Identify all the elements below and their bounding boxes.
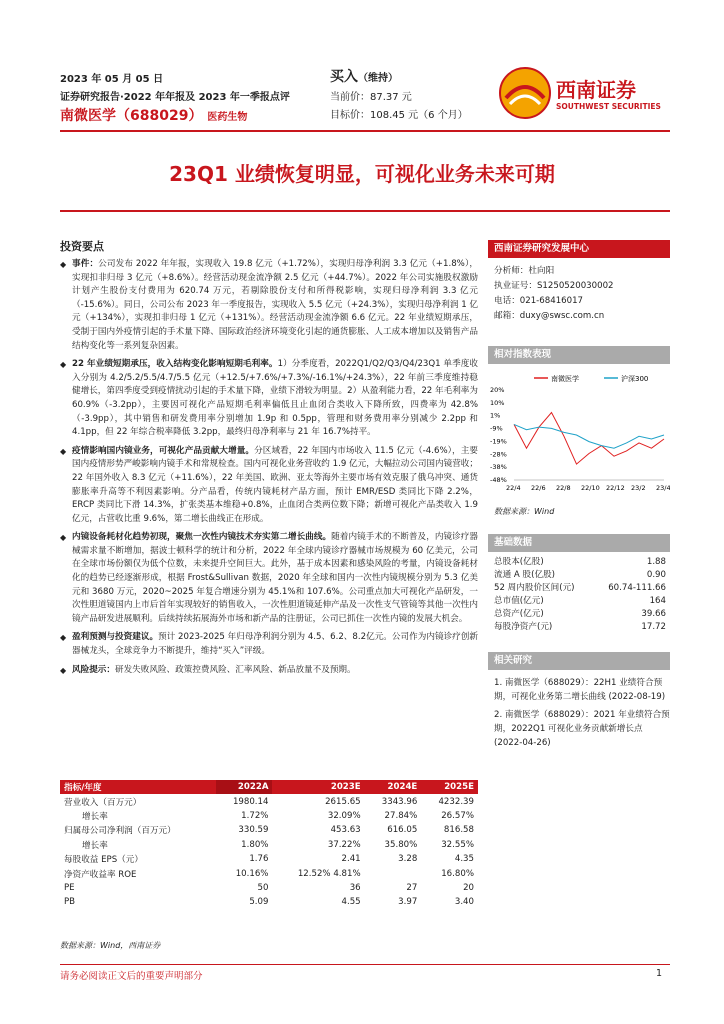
disclaimer: 请务必阅读正文后的重要声明部分 xyxy=(60,971,203,982)
table-source: 数据来源：Wind，西南证券 xyxy=(60,941,161,950)
table-row xyxy=(60,809,478,823)
row-value: 12.52% 4.81% xyxy=(297,868,361,879)
x-tick-label: 23/4 xyxy=(656,484,670,492)
email: 邮箱：duxy@swsc.com.cn xyxy=(494,311,605,321)
row-value: 3.28 xyxy=(398,854,418,865)
basic-key: 流通 A 股(亿股) xyxy=(494,570,556,580)
row-value: 37.22% xyxy=(327,839,361,850)
para-bold: 疫情影响国内镜业务，可视化产品贡献大增量。 xyxy=(72,445,255,456)
table-row xyxy=(60,895,478,909)
current-price: 当前价：87.37 元 xyxy=(330,92,412,103)
license: 执业证号：S1250520030002 xyxy=(494,281,614,291)
basic-key: 总市值(亿元) xyxy=(494,596,544,606)
header-cell: 2025E xyxy=(421,780,478,794)
para-bold: 风险提示： xyxy=(72,664,115,675)
headline: 23Q1 业绩恢复明显，可视化业务未来可期 xyxy=(169,162,555,186)
para-text: 1）分季度看，2022Q1/Q2/Q3/Q4/23Q1 单季度收入分别为 4.2/5.2/5.5/4.7/5.5 亿元（+12.5/+7.6%/+7.3%/-16.1%/+24.3%），22 年前三季度维持稳健增长，第四季度受到疫情扰动引起的手术量下降，业绩下滑较为明显。2）从盈利能力看，22 年毛利率为 60.9%（-3.2pp），主要因可视化产品短期毛利率偏低且止血闭合类收入下降所致，四费率为 42.8%（-3.9pp），其中销售和研发费用率分别增加 1.9p 和 0.5pp，管理和财务费用率分别减少 2.2pp 和 4.1pp，但 22 年综合税率降低 3.2pp，最终归母净利率与 21 年 16.7%持平。 xyxy=(72,359,479,438)
para-text: 研发失败风险、政策控费风险、汇率风险、新品放量不及预期。 xyxy=(114,664,356,675)
row-value: 27 xyxy=(406,882,418,893)
x-tick-label: 22/12 xyxy=(606,484,625,492)
row-label: PE xyxy=(64,882,75,893)
row-value: 27.84% xyxy=(384,810,418,821)
analyst: 分析师：杜向阳 xyxy=(494,266,555,276)
basic-val: 164 xyxy=(649,596,666,606)
y-tick-label: -38% xyxy=(490,463,507,472)
y-tick-label: -28% xyxy=(490,450,507,459)
table-row xyxy=(60,852,478,866)
row-label: 净资产收益率 ROE xyxy=(64,869,137,880)
header-cell: 指标/年度 xyxy=(60,780,216,794)
company-logo xyxy=(498,64,670,124)
legend-b: 沪深300 xyxy=(621,375,649,383)
trend-section xyxy=(488,346,670,364)
row-label: 营业收入（百万元） xyxy=(64,797,142,808)
row-value: 20 xyxy=(463,882,474,893)
logo-text: 西南证券 xyxy=(556,78,636,102)
rating-value: 买入 xyxy=(330,69,358,85)
table-row xyxy=(60,794,478,808)
table-row xyxy=(60,823,478,837)
para-trend xyxy=(60,531,478,626)
row-value: 2615.65 xyxy=(325,796,361,807)
basic-val: 39.66 xyxy=(641,609,666,619)
row-value: 816.58 xyxy=(443,825,474,836)
header-cell: 2023E xyxy=(272,780,364,794)
related-research xyxy=(488,652,670,750)
row-value: 616.05 xyxy=(387,825,418,836)
series-line-nanwei xyxy=(514,413,664,465)
basic-key: 52 周内股价区间(元) xyxy=(494,583,575,593)
x-tick-label: 22/10 xyxy=(581,484,600,492)
logo-en: SOUTHWEST SECURITIES xyxy=(556,102,661,111)
para-text: 随着内镜手术的不断普及，内镜诊疗器械需求量不断增加，据波士顿科学的统计和分析，2022 年全球内镜诊疗器械市场规模为 60 亿美元，公司在全球市场份额仅为低个位数，未来提升空间巨大。此外，基于成本因素和感染风险的考量，内镜设备耗材化的趋势已经逐渐形成，根据 Frost&Sullivan 数据，2020 年全球和国内一次性内镜规模分别为 5.3 亿美元和 3680 万元，2020~2025 年复合增速分别为 45.1%和 107.6%。公司重点加大可视化产品研发，一次性胆道镜国内上市后首年实现较好的销售收入，一次性胆道镜延伸产品及一次性支气管镜等其他一次性内镜产品研发进展顺利。后续持续拓展海外市场和新产品的注册证，公司已抓住一次性内镜的发展大机会。 xyxy=(72,532,478,624)
chart-svg xyxy=(488,368,670,498)
row-value: 35.80% xyxy=(384,839,418,850)
row-value: 4.55 xyxy=(341,897,361,908)
related-item[interactable]: 1. 南微医学（688029）：22H1 业绩符合预期，可视化业务第二增长曲线 (2022-08-19) xyxy=(494,678,666,702)
row-value: 32.09% xyxy=(327,810,361,821)
row-value: 1.76 xyxy=(249,854,269,865)
para-quarterly xyxy=(60,358,478,440)
relative-index-chart xyxy=(488,368,670,498)
para-bold: 盈利预测与投资建议。 xyxy=(72,632,159,643)
report-type: 证券研究报告·2022 年年报及 2023 年一季报点评 xyxy=(60,92,290,103)
row-value: 3343.96 xyxy=(381,796,418,807)
basic-data xyxy=(488,534,670,634)
x-tick-label: 22/6 xyxy=(531,484,546,492)
para-event xyxy=(60,258,478,353)
row-value: 16.80% xyxy=(441,868,474,879)
basic-key: 总资产(亿元) xyxy=(494,609,544,619)
row-label: 增长率 xyxy=(82,811,108,822)
row-label: 增长率 xyxy=(82,840,108,851)
row-value: 4.35 xyxy=(454,854,474,865)
key-points xyxy=(60,258,478,682)
series-line-hs300 xyxy=(514,424,664,448)
row-value: 1.72% xyxy=(241,810,269,821)
header-cell: 2024E xyxy=(365,780,422,794)
para-bold: 内镜设备耗材化趋势初现，聚焦一次性内镜技术夯实第二增长曲线。 xyxy=(72,532,332,543)
para-bold: 事件： xyxy=(72,259,99,269)
rating-note: （维持） xyxy=(358,73,398,84)
basic-val: 0.90 xyxy=(646,570,666,580)
x-tick-label: 22/4 xyxy=(506,484,521,492)
footer-divider xyxy=(60,964,670,965)
x-tick-label: 23/2 xyxy=(631,484,646,492)
row-value: 36 xyxy=(349,882,361,893)
basic-val: 60.74-111.66 xyxy=(608,583,666,593)
row-value: 32.55% xyxy=(441,839,474,850)
phone: 电话：021-68416017 xyxy=(494,296,584,306)
row-value: 3.97 xyxy=(398,897,418,908)
row-label: PB xyxy=(64,897,76,908)
table-row xyxy=(60,838,478,852)
related-title: 相关研究 xyxy=(488,652,670,670)
basic-data-title: 基础数据 xyxy=(488,534,670,552)
legend-a: 南微医学 xyxy=(551,375,579,383)
basic-row xyxy=(488,621,670,634)
row-value: 2.41 xyxy=(341,854,361,865)
page-number: 1 xyxy=(656,968,663,979)
company-label: 南微医学（688029） xyxy=(60,108,203,124)
y-tick-label: -9% xyxy=(490,424,503,433)
basic-val: 17.72 xyxy=(641,622,666,632)
para-text: 预计 2023-2025 年归母净利润分别为 4.5、6.2、8.2亿元。公司作为内镜诊疗创新器械龙头，全球竞争力不断提升，维持“买入”评级。 xyxy=(72,632,478,657)
row-value: 10.16% xyxy=(235,868,269,879)
row-value: 3.40 xyxy=(454,897,474,908)
target-price: 目标价：108.45 元（6 个月） xyxy=(330,110,468,121)
row-value: 453.63 xyxy=(330,825,361,836)
para-text: 公司发布 2022 年年报，实现收入 19.8 亿元（+1.72%），实现归母净利润 3.3 亿元（+1.8%），实现扣非归母 3 亿元（+8.6%）。经营活动现金流净额 2.5 亿元（+44.7%）。2022 年公司实施股权激励计划产生股份支付费用为 620.74 万元，若剔除股份支付和所得税影响，实现归母净利润 3.3 亿元（-15.6%）。同日，公司公布 2023 年一季度报告，实现收入 5.5 亿元（+24.3%），实现归母净利润 1 亿元（+134%），实现扣非归母 1 亿元（+131%）。经营活动现金流净额 6.6 亿元。22 年业绩短期承压，受制于国内外疫情引起的手术量下降、国际政治经济环境变化引起的通货膨胀、人工成本增加以及销售产品结构变化等一系列复杂因素。 xyxy=(72,259,478,351)
row-value xyxy=(365,866,422,880)
basic-key: 总股本(亿股) xyxy=(494,557,544,567)
basic-row xyxy=(488,608,670,621)
basic-row xyxy=(488,582,670,595)
company-name xyxy=(60,105,247,125)
x-tick-label: 22/8 xyxy=(556,484,571,492)
trend-title: 相对指数表现 xyxy=(488,346,670,364)
rating xyxy=(330,66,398,86)
table-header xyxy=(60,780,478,794)
y-tick-label: -19% xyxy=(490,437,507,446)
headline-divider xyxy=(60,210,670,212)
y-tick-label: 20% xyxy=(490,386,505,394)
para-forecast xyxy=(60,631,478,658)
basic-val: 1.88 xyxy=(646,557,666,567)
row-value: 5.09 xyxy=(249,897,269,908)
table-row xyxy=(60,881,478,895)
y-tick-label: -48% xyxy=(490,476,507,484)
research-center xyxy=(488,240,670,324)
basic-row xyxy=(488,556,670,569)
para-risk xyxy=(60,664,478,678)
table-row xyxy=(60,866,478,880)
row-value: 26.57% xyxy=(441,810,474,821)
para-bold: 22 年业绩短期承压，收入结构变化影响短期毛利率。 xyxy=(72,359,278,370)
basic-row xyxy=(488,569,670,582)
row-label: 每股收益 EPS（元） xyxy=(64,855,143,866)
y-tick-label: 10% xyxy=(490,398,505,407)
para-domestic xyxy=(60,445,478,527)
logo-emblem-icon xyxy=(498,66,552,120)
row-value: 1980.14 xyxy=(232,796,269,807)
related-item[interactable]: 2. 南微医学（688029）：2021 年业绩符合预期，2022Q1 可视化业务贡献新增长点 (2022-04-26) xyxy=(494,710,670,748)
basic-row xyxy=(488,595,670,608)
research-center-title: 西南证券研究发展中心 xyxy=(488,240,670,258)
para-text: 分区域看，22 年国内市场收入 11.5 亿元（-4.6%），主要国内疫情形势严峻影响内镜手术和常规检查。国内可视化业务营收约 1.9 亿元，大幅拉动公司国内镜营收；22 年国外收入 8.3 亿元（+11.6%），22 年美国、欧洲、亚太等海外主要市场有效克服了俄乌冲突、通货膨胀率升高等不利因素影响。分产品看，传统内镜耗材产品方面，预计 EMR/ESD 类同比下降 2.2%，ERCP 类同比下滑 14.3%，扩张类基本维稳+0.8%，止血闭合类两位数下降；新增可视化产品类收入 1.9 亿元，占营收比重 9.6%，第二增长曲线正在形成。 xyxy=(72,445,478,524)
section-title: 投资要点 xyxy=(60,240,104,253)
row-value: 50 xyxy=(257,882,269,893)
header-cell: 2022A xyxy=(216,780,273,794)
chart-source: 数据来源：Wind xyxy=(494,507,555,516)
report-date: 2023 年 05 月 05 日 xyxy=(60,74,164,85)
basic-key: 每股净资产(元) xyxy=(494,622,553,632)
row-value: 330.59 xyxy=(238,825,269,836)
row-value: 1.80% xyxy=(241,839,269,850)
header-divider xyxy=(60,130,670,132)
industry-label: 医药生物 xyxy=(207,112,248,123)
row-label: 归属母公司净利润（百万元） xyxy=(64,826,176,837)
row-value: 4232.39 xyxy=(438,796,474,807)
y-tick-label: 1% xyxy=(490,411,501,420)
financial-table xyxy=(60,780,478,910)
